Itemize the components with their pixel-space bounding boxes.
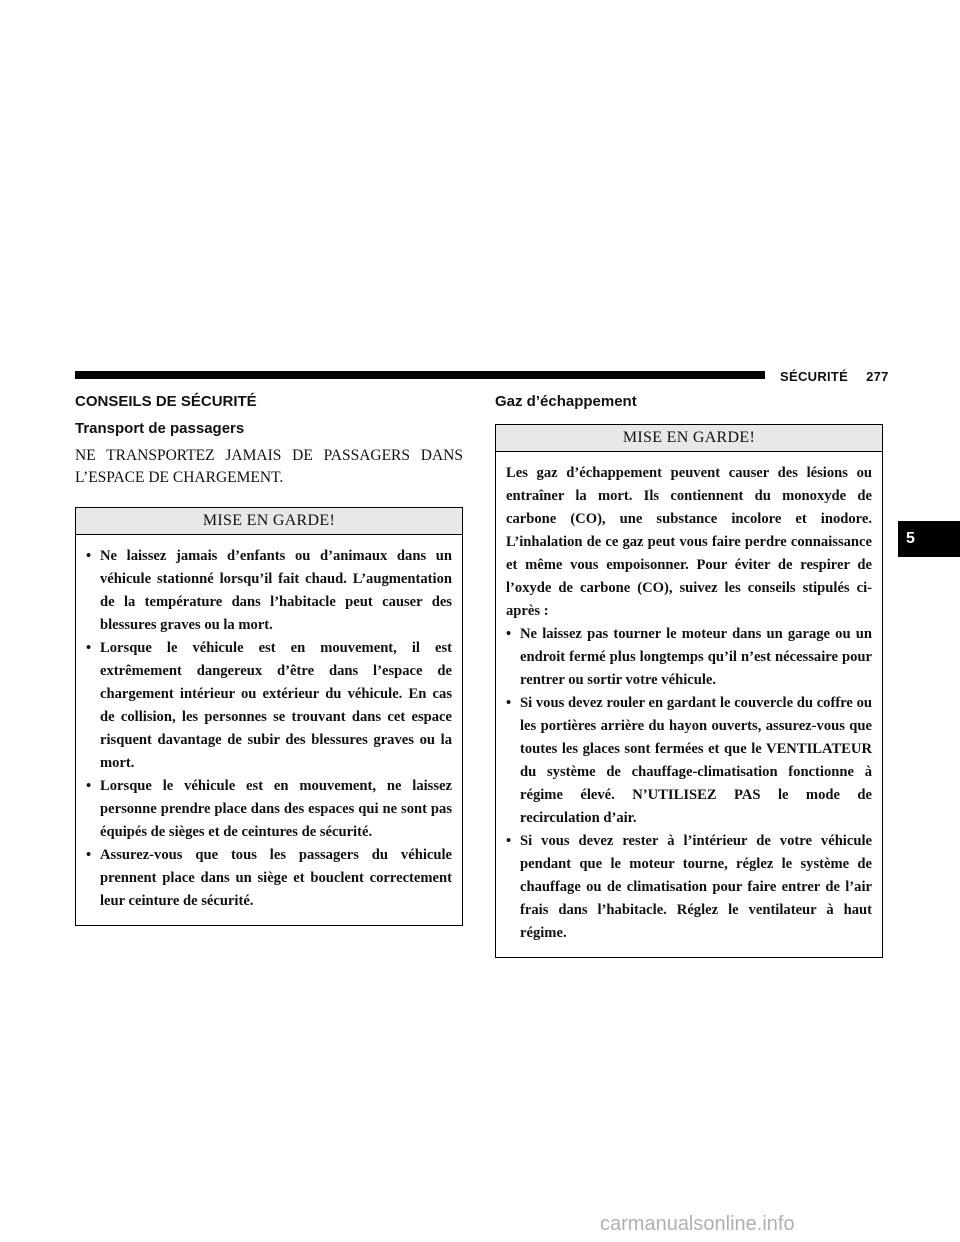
running-header [780, 369, 889, 384]
warning-item: • Lorsque le véhicule est en mouvement, ne laissez personne prendre place dans des espaces qui ne sont pas équipés de sièges et de ceintures de sécurité. [86, 775, 452, 844]
warning-item: • Assurez-vous que tous les passagers du véhicule prennent place dans un siège et bouclent correctement leur ceinture de sécurité. [86, 844, 452, 913]
chapter-tab: 5 [898, 521, 960, 557]
warning-item: • Lorsque le véhicule est en mouvement, il est extrêmement dangereux d’être dans l’espace de chargement intérieur ou extérieur du véhicule. En cas de collision, les personnes se trouvant dans cet espace risquent davantage de subir des blessures graves ou la mort. [86, 637, 452, 775]
warning-body [76, 535, 462, 925]
warning-title: MISE EN GARDE! [76, 508, 462, 535]
section-heading: CONSEILS DE SÉCURITÉ [75, 393, 257, 410]
warning-item: • Si vous devez rouler en gardant le couvercle du coffre ou les portières arrière du hayon ouverts, assurez-vous que toutes les glaces sont fermées et que le VENTILATEUR du système de chauffage-climatisation fonctionne à régime élevé. N’UTILISEZ PAS le mode de recirculation d’air. [506, 692, 872, 830]
page-number: 277 [866, 369, 889, 384]
subsection-heading: Gaz d’échappement [495, 393, 637, 410]
section-title: SÉCURITÉ [780, 369, 849, 384]
warning-body [496, 452, 882, 957]
subsection-heading: Transport de passagers [75, 420, 245, 437]
right-column [495, 393, 883, 958]
warning-item: • Ne laissez jamais d’enfants ou d’animaux dans un véhicule stationné lorsqu’il fait chaud. L’augmentation de la température dans l’habitacle peut causer des blessures graves ou la mort. [86, 545, 452, 637]
left-column [75, 393, 463, 926]
warning-box [495, 424, 883, 958]
header-rule [75, 371, 765, 379]
warning-intro: Les gaz d’échappement peuvent causer des lésions ou entraîner la mort. Ils contiennent du monoxyde de carbone (CO), une substance incolore et inodore. L’inhalation de ce gaz peut vous faire perdre connaissance et même vous empoisonner. Pour éviter de respirer de l’oxyde de carbone (CO), suivez les conseils stipulés ci-après : [506, 465, 872, 619]
warning-box [75, 507, 463, 926]
watermark: carmanualsonline.info [600, 1213, 795, 1235]
warning-item: • Ne laissez pas tourner le moteur dans un garage ou un endroit fermé plus longtemps qu’il n’est nécessaire pour rentrer ou sortir votre véhicule. [506, 623, 872, 692]
body-paragraph: NE TRANSPORTEZ JAMAIS DE PASSAGERS DANS L’ESPACE DE CHARGEMENT. [75, 447, 463, 486]
warning-item: • Si vous devez rester à l’intérieur de votre véhicule pendant que le moteur tourne, réglez le système de chauffage ou de climatisation pour faire entrer de l’air frais dans l’habitacle. Réglez le ventilateur à haut régime. [506, 830, 872, 945]
warning-list [86, 545, 452, 913]
warning-title: MISE EN GARDE! [496, 425, 882, 452]
warning-list [506, 623, 872, 945]
